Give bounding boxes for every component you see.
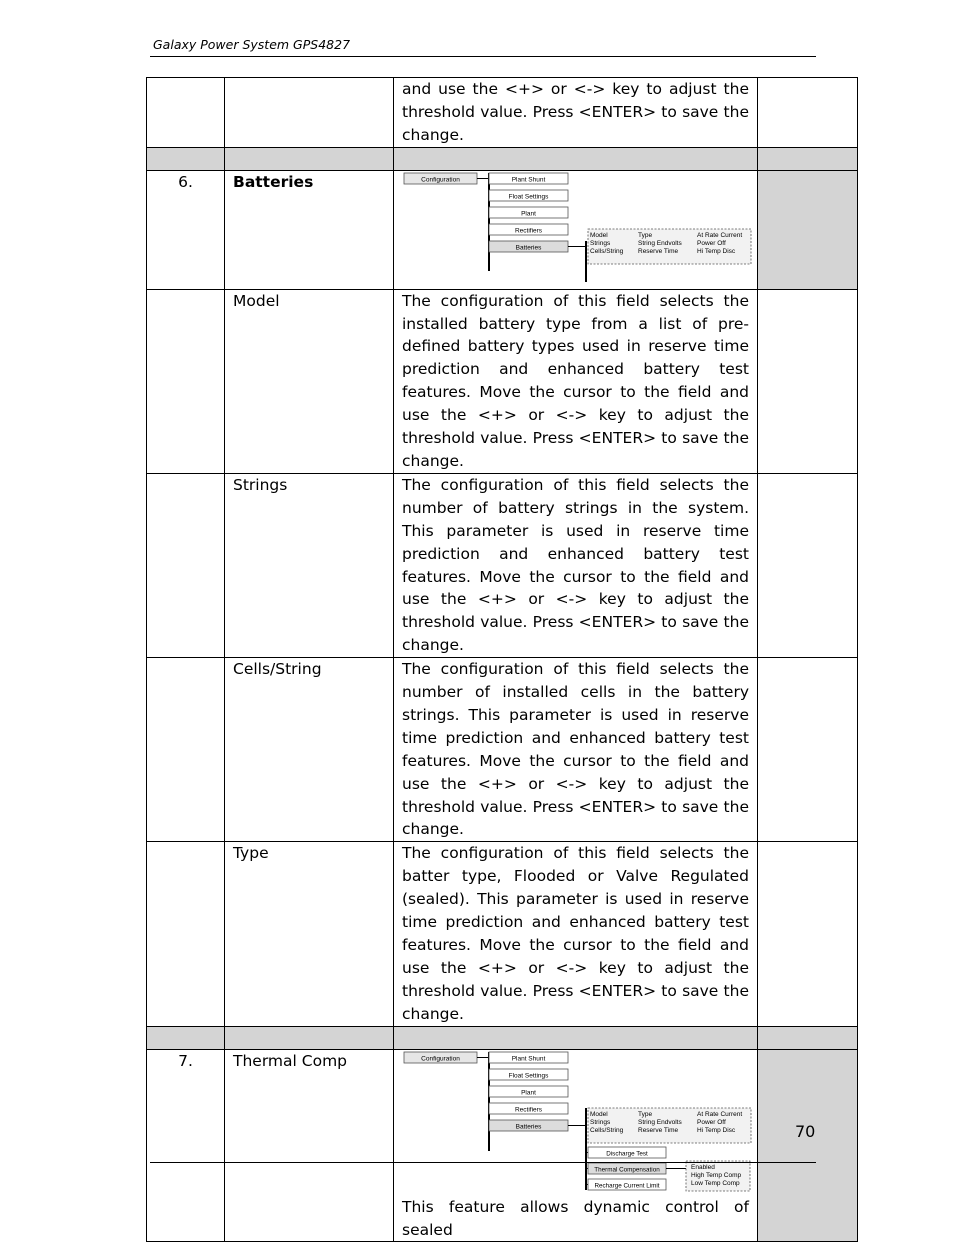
diagram-parameter: Strings <box>590 1118 611 1126</box>
diagram-parameter: Power Off <box>697 1118 726 1126</box>
diagram-parameter: Hi Temp Disc <box>697 247 736 255</box>
diagram-node-root: Configuration <box>421 176 460 184</box>
row-number-cell <box>147 78 225 148</box>
diagram-parameter: Model <box>590 231 608 239</box>
diagram-menu-item: Rectifiers <box>514 227 543 235</box>
description-text: The configuration of this field selects the installed battery type from a list of pre-defined battery types used in reserve time prediction and enhanced battery test features. Move the cursor to the field and use the <+> or <-> key to adjust the threshold value. Press <ENTER> to save the change. <box>402 291 749 470</box>
description-text: The configuration of this field selects the number of installed cells in the battery strings. This parameter is used in reserve time prediction and enhanced battery test features. Move the cursor to the field and use the <+> or <-> key to adjust the threshold value. Press <ENTER> to save the change. <box>402 660 749 839</box>
setting-name-cell: Batteries <box>225 170 394 289</box>
diagram-parameter: Power Off <box>697 239 726 247</box>
separator-row <box>147 1026 858 1049</box>
table-row <box>147 170 858 289</box>
diagram-parameter: Reserve Time <box>638 247 679 255</box>
description-cell <box>394 842 758 1026</box>
description-text: and use the <+> or <-> key to adjust the threshold value. Press <ENTER> to save the change. <box>402 80 749 144</box>
diagram-parameter: String Endvolts <box>638 239 682 247</box>
table-row <box>147 658 858 842</box>
row-number-cell <box>147 842 225 1026</box>
diagram-parameter: Cells/String <box>590 247 624 255</box>
notes-cell <box>758 658 858 842</box>
diagram-menu-item: Batteries <box>515 244 542 252</box>
setting-name-cell <box>225 78 394 148</box>
table-row <box>147 1049 858 1242</box>
diagram-menu-item: Float Settings <box>508 1071 549 1079</box>
description-cell <box>394 289 758 473</box>
description-text: The configuration of this field selects the batter type, Flooded or Valve Regulated (sealed). This parameter is used in reserve time prediction and enhanced battery test features. Move the cursor to the field and use the <+> or <-> key to adjust the threshold value. Press <ENTER> to save the change. <box>402 844 749 1023</box>
notes-cell <box>758 289 858 473</box>
diagram-menu-item: Plant Shunt <box>511 176 546 184</box>
header-rule <box>150 56 816 57</box>
table-row <box>147 473 858 657</box>
diagram-menu-item: Plant <box>521 210 536 218</box>
diagram-parameter: Type <box>638 231 653 239</box>
separator-row <box>147 147 858 170</box>
diagram-node-root: Configuration <box>421 1055 460 1063</box>
footer-rule <box>150 1162 816 1163</box>
table-row <box>147 289 858 473</box>
diagram-menu-item: Float Settings <box>508 193 549 201</box>
diagram-thermal-option: High Temp Comp <box>691 1171 742 1179</box>
description-cell <box>394 78 758 148</box>
diagram-menu-item: Batteries <box>515 1122 542 1130</box>
batteries-menu-diagram <box>394 171 754 282</box>
diagram-parameter: At Rate Current <box>697 231 743 239</box>
table-row <box>147 78 858 148</box>
page-number: 70 <box>795 1122 816 1141</box>
notes-cell <box>758 473 858 657</box>
diagram-parameter: Hi Temp Disc <box>697 1126 736 1134</box>
row-number-cell: 7. <box>147 1049 225 1242</box>
table-row <box>147 842 858 1026</box>
diagram-menu-item: Plant Shunt <box>511 1054 546 1062</box>
running-header: Galaxy Power System GPS4827 <box>153 37 351 52</box>
description-text: The configuration of this field selects the number of battery strings in the system. This parameter is used in reserve time prediction and enhanced battery test features. Move the cursor to the field and use the <+> or <-> key to adjust the threshold value. Press <ENTER> to save the change. <box>402 475 749 655</box>
diagram-submenu-item: Discharge Test <box>606 1149 648 1157</box>
row-number-cell <box>147 289 225 473</box>
diagram-cell <box>394 1049 758 1242</box>
setting-name-cell: Strings <box>225 473 394 657</box>
diagram-parameter: Type <box>638 1110 653 1118</box>
diagram-parameter: Reserve Time <box>638 1126 679 1134</box>
diagram-parameter: String Endvolts <box>638 1118 682 1126</box>
diagram-cell <box>394 170 758 289</box>
setting-name-cell: Model <box>225 289 394 473</box>
diagram-menu-item: Rectifiers <box>514 1105 543 1113</box>
notes-cell <box>758 1049 858 1242</box>
diagram-submenu-item: Thermal Compensation <box>594 1165 660 1173</box>
setting-name-cell: Type <box>225 842 394 1026</box>
diagram-thermal-option: Low Temp Comp <box>691 1179 740 1187</box>
diagram-menu-item: Plant <box>521 1088 536 1096</box>
diagram-thermal-option: Enabled <box>691 1163 715 1171</box>
settings-table <box>146 77 858 1242</box>
description-cell <box>394 473 758 657</box>
setting-name-cell: Cells/String <box>225 658 394 842</box>
diagram-submenu-item: Recharge Current Limit <box>594 1181 660 1189</box>
thermal-comp-menu-diagram <box>394 1050 754 1196</box>
diagram-parameter: Model <box>590 1110 608 1118</box>
diagram-parameter: At Rate Current <box>697 1110 743 1118</box>
diagram-parameter: Cells/String <box>590 1126 624 1134</box>
diagram-parameter: Strings <box>590 239 611 247</box>
notes-cell <box>758 170 858 289</box>
description-text: This feature allows dynamic control of sealed <box>402 1197 749 1239</box>
row-number-cell: 6. <box>147 170 225 289</box>
description-cell <box>394 658 758 842</box>
row-number-cell <box>147 473 225 657</box>
notes-cell <box>758 842 858 1026</box>
notes-cell <box>758 78 858 148</box>
setting-name-cell: Thermal Comp <box>225 1049 394 1242</box>
row-number-cell <box>147 658 225 842</box>
